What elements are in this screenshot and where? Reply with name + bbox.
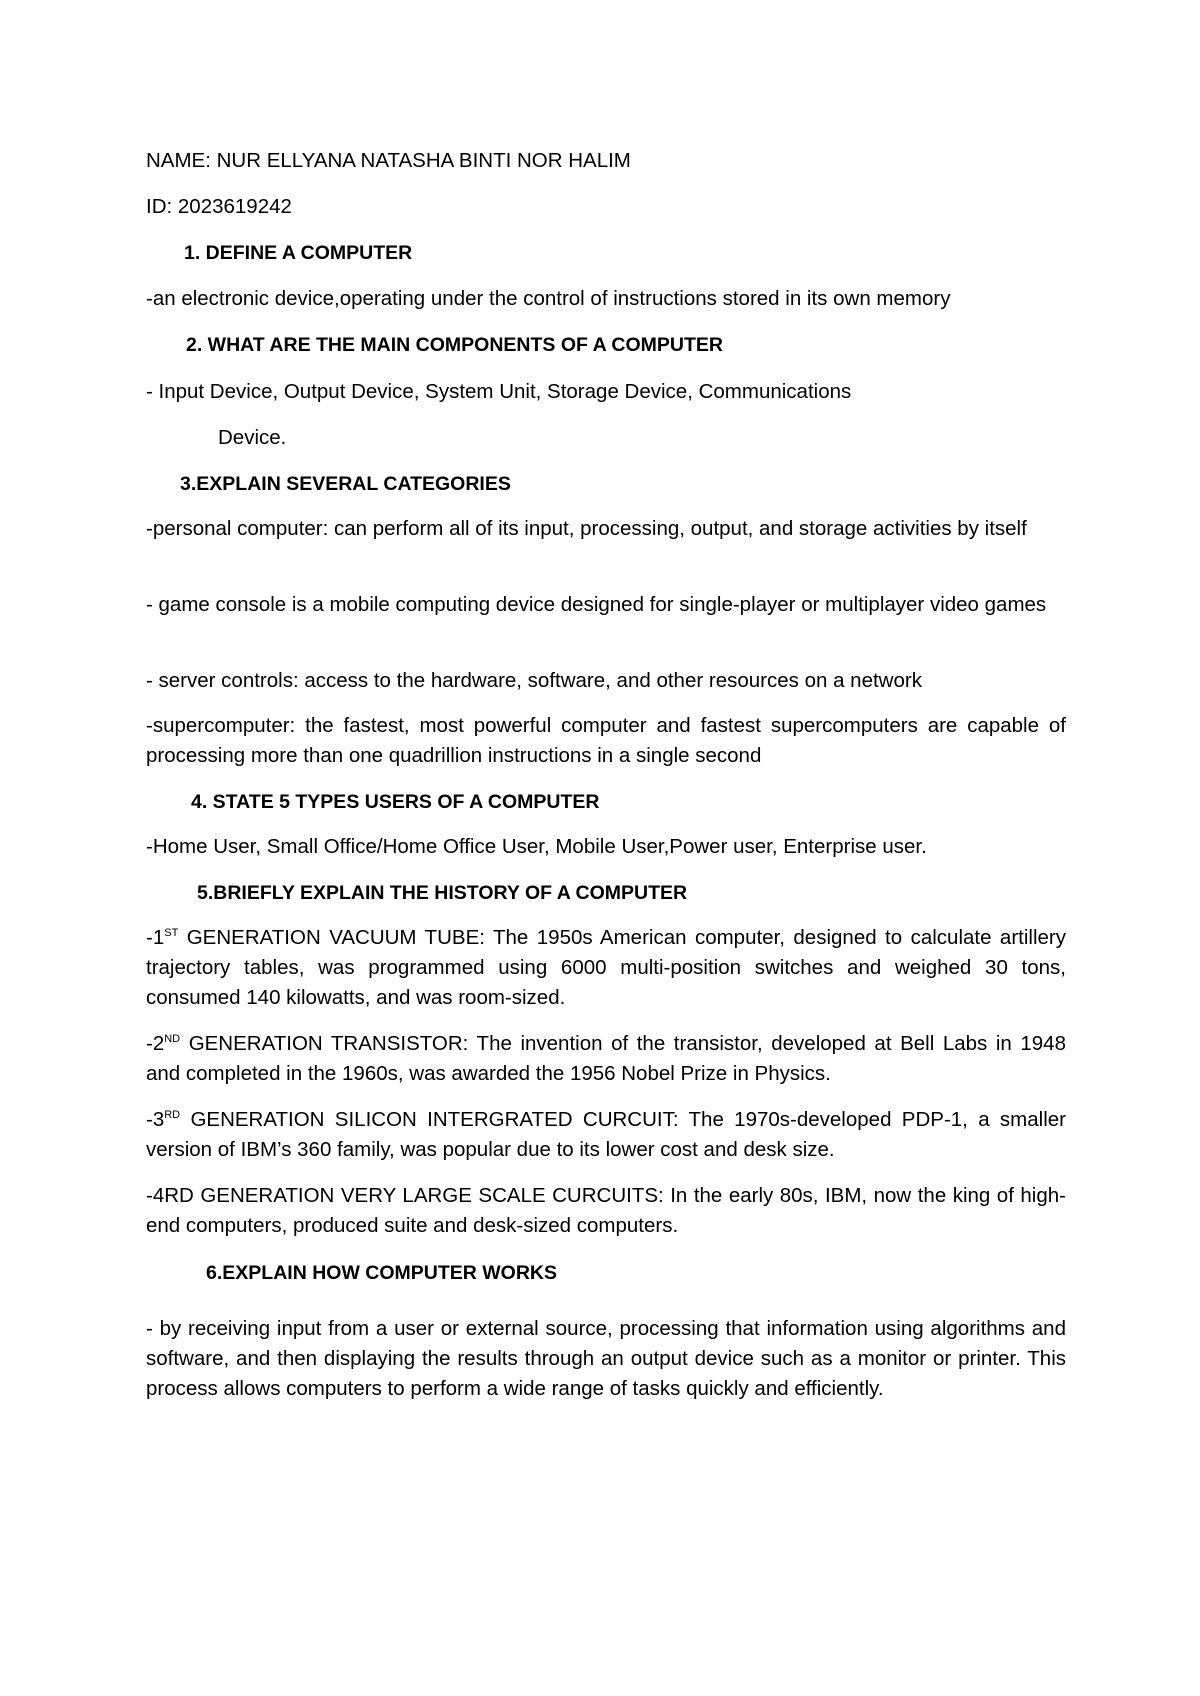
answer-main-components-line2: Device. (218, 426, 287, 449)
answer-define-computer: -an electronic device,operating under the control of instructions stored in its own memory (146, 287, 951, 310)
heading-history: 5.BRIEFLY EXPLAIN THE HISTORY OF A COMPUTER (197, 882, 688, 904)
heading-user-types: 4. STATE 5 TYPES USERS OF A COMPUTER (191, 791, 600, 813)
gen3-text: GENERATION SILICON INTERGRATED CURCUIT: The 1970s-developed PDP-1, a smaller version of IBM’s 360 family, was popular due to its lower cost and desk size. (146, 1108, 1066, 1161)
history-third-generation (146, 1105, 1066, 1165)
gen2-prefix: -2 (146, 1032, 165, 1055)
gen1-prefix: -1 (146, 926, 165, 949)
heading-how-computer-works: 6.EXPLAIN HOW COMPUTER WORKS (206, 1262, 558, 1284)
gen3-prefix: -3 (146, 1108, 165, 1131)
gen2-suffix: ND (164, 1033, 181, 1046)
answer-main-components-line1: - Input Device, Output Device, System Unit, Storage Device, Communications (146, 380, 852, 403)
gen2-text: GENERATION TRANSISTOR: The invention of the transistor, developed at Bell Labs in 1948 and completed in the 1960s, was awarded the 1956 Nobel Prize in Physics. (146, 1032, 1066, 1085)
gen4-text: -4RD GENERATION VERY LARGE SCALE CURCUITS: In the early 80s, IBM, now the king of high-end computers, produced suite and desk-sized computers. (146, 1184, 1066, 1237)
heading-categories: 3.EXPLAIN SEVERAL CATEGORIES (180, 473, 511, 495)
history-first-generation (146, 923, 1066, 1013)
heading-define-computer: 1. DEFINE A COMPUTER (184, 242, 413, 264)
category-server: - server controls: access to the hardware, software, and other resources on a network (146, 669, 922, 692)
gen1-text: GENERATION VACUUM TUBE: The 1950s American computer, designed to calculate artillery trajectory tables, was programmed using 6000 multi-position switches and weighed 30 tons, consumed 140 kilowatts, and was room-sized. (146, 926, 1066, 1009)
answer-user-types: -Home User, Small Office/Home Office User, Mobile User,Power user, Enterprise user. (146, 835, 927, 858)
category-personal-computer: -personal computer: can perform all of its input, processing, output, and storage activities by itself (146, 517, 1027, 540)
category-game-console: - game console is a mobile computing device designed for single-player or multiplayer video games (146, 593, 1047, 616)
history-second-generation (146, 1029, 1066, 1089)
id-line: ID: 2023619242 (146, 195, 292, 218)
name-line: NAME: NUR ELLYANA NATASHA BINTI NOR HALIM (146, 149, 631, 172)
gen1-suffix: ST (164, 927, 179, 940)
heading-main-components: 2. WHAT ARE THE MAIN COMPONENTS OF A COMPUTER (186, 334, 723, 356)
history-fourth-generation (146, 1181, 1066, 1241)
category-supercomputer: -supercomputer: the fastest, most powerful computer and fastest supercomputers are capable of processing more than one quadrillion instructions in a single second (146, 714, 1066, 767)
answer-how-computer-works: - by receiving input from a user or external source, processing that information using algorithms and software, and then displaying the results through an output device such as a monitor or printer. This process allows computers to perform a wide range of tasks quickly and efficiently. (146, 1317, 1066, 1400)
gen3-suffix: RD (164, 1109, 181, 1122)
